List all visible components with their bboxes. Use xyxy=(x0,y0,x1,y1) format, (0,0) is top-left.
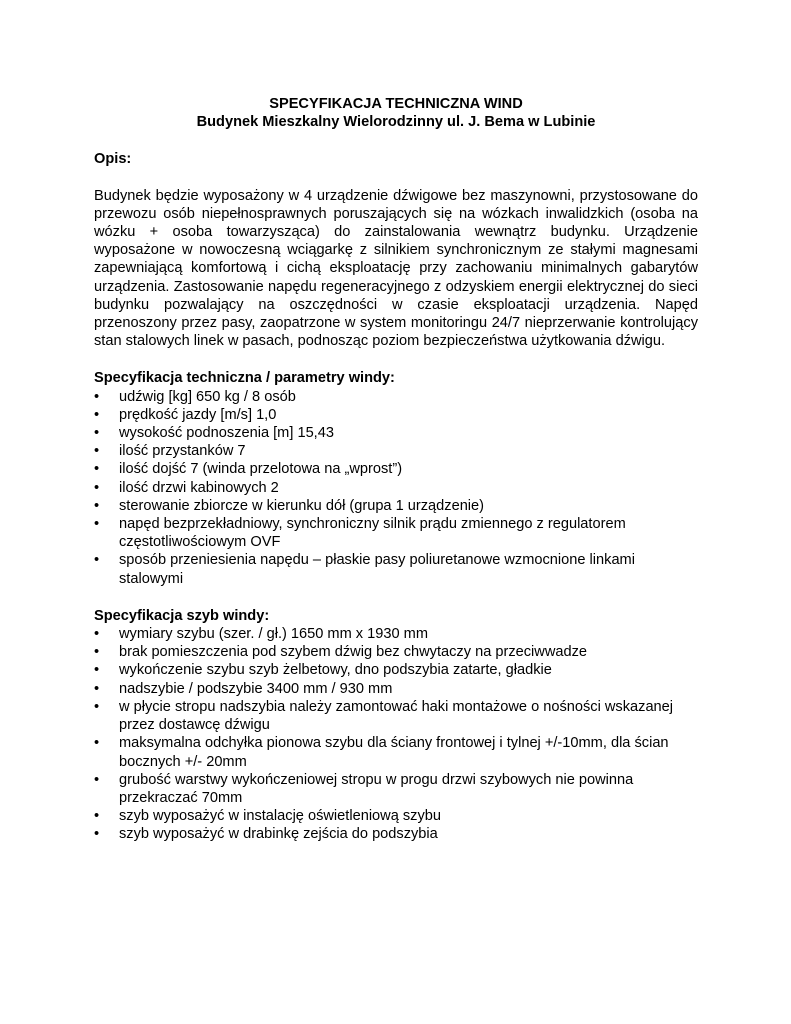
document-title: SPECYFIKACJA TECHNICZNA WIND xyxy=(269,96,523,112)
list-item xyxy=(94,625,698,643)
list-item xyxy=(94,734,698,770)
bullet-icon: • xyxy=(94,406,100,423)
list-item xyxy=(94,424,698,442)
bullet-icon: • xyxy=(94,516,100,533)
list-item xyxy=(94,807,698,825)
bullet-icon: • xyxy=(94,735,100,752)
list-item xyxy=(94,442,698,460)
list-item xyxy=(94,406,698,424)
list-item-text: ilość drzwi kabinowych 2 xyxy=(119,479,279,496)
bullet-icon: • xyxy=(94,443,100,460)
list-item-text: wykończenie szybu szyb żelbetowy, dno podszybia zatarte, gładkie xyxy=(119,662,552,679)
list-item xyxy=(94,460,698,478)
szyb-heading: Specyfikacja szyb windy: xyxy=(94,607,270,624)
bullet-icon: • xyxy=(94,552,100,569)
bullet-icon: • xyxy=(94,497,100,514)
bullet-icon: • xyxy=(94,680,100,697)
bullet-icon: • xyxy=(94,698,100,715)
bullet-icon: • xyxy=(94,644,100,661)
list-item-text: sposób przeniesienia napędu – płaskie pasy poliuretanowe wzmocnione linkami stalowymi xyxy=(119,552,635,587)
list-item xyxy=(94,515,698,551)
list-item-text: napęd bezprzekładniowy, synchroniczny silnik prądu zmiennego z regulatorem częstotliwościowym OVF xyxy=(119,516,626,551)
bullet-icon: • xyxy=(94,479,100,496)
list-item-text: maksymalna odchyłka pionowa szybu dla ściany frontowej i tylnej +/-10mm, dla ścian bocznych +/- 20mm xyxy=(119,735,669,770)
bullet-icon: • xyxy=(94,826,100,843)
szyb-list xyxy=(94,625,698,843)
list-item xyxy=(94,497,698,515)
opis-heading: Opis: xyxy=(94,151,132,168)
list-item-text: szyb wyposażyć w drabinkę zejścia do podszybia xyxy=(119,826,438,843)
list-item xyxy=(94,551,698,587)
bullet-icon: • xyxy=(94,626,100,643)
bullet-icon: • xyxy=(94,662,100,679)
list-item xyxy=(94,661,698,679)
bullet-icon: • xyxy=(94,425,100,442)
list-item-text: udźwig [kg] 650 kg / 8 osób xyxy=(119,388,296,405)
bullet-icon: • xyxy=(94,461,100,478)
opis-paragraph: Budynek będzie wyposażony w 4 urządzenie dźwigowe bez maszynowni, przystosowane do przewozu osób niepełnosprawnych poruszających się na wózkach inwalidzkich (osoba na wózku + osoba towarzysząca) do zainstalowania wewnątrz budynku. Urządzenie wyposażone w nowoczesną wciągarkę z silnikiem synchronicznym ze stałymi magnesami zapewniającą komfortową i cichą eksploatację przy zachowaniu minimalnych gabarytów urządzenia. Zastosowanie napędu regeneracyjnego z odzyskiem energii elektrycznej do sieci budynku pozwalający na oszczędności w czasie eksploatacji urządzenia. Napęd przenoszony przez pasy, zaopatrzone w system monitoringu 24/7 nieprzerwanie kontrolujący stan stalowych linek w pasach, podnosząc poziom bezpieczeństwa użytkowania dźwigu. xyxy=(94,187,698,350)
list-item xyxy=(94,825,698,843)
list-item xyxy=(94,388,698,406)
list-item-text: sterowanie zbiorcze w kierunku dół (grupa 1 urządzenie) xyxy=(119,497,485,514)
list-item-text: wysokość podnoszenia [m] 15,43 xyxy=(119,425,334,442)
bullet-icon: • xyxy=(94,388,100,405)
list-item xyxy=(94,680,698,698)
list-item-text: szyb wyposażyć w instalację oświetleniową szybu xyxy=(119,808,442,825)
document-subtitle: Budynek Mieszkalny Wielorodzinny ul. J. Bema w Lubinie xyxy=(196,114,596,131)
list-item xyxy=(94,698,698,734)
list-item-text: brak pomieszczenia pod szybem dźwig bez chwytaczy na przeciwwadze xyxy=(119,644,588,661)
list-item-text: prędkość jazdy [m/s] 1,0 xyxy=(119,406,277,423)
spec-list xyxy=(94,388,698,588)
bullet-icon: • xyxy=(94,771,100,788)
list-item xyxy=(94,643,698,661)
document-page xyxy=(94,95,698,844)
spec-heading: Specyfikacja techniczna / parametry windy: xyxy=(94,370,395,387)
list-item xyxy=(94,479,698,497)
list-item-text: grubość warstwy wykończeniowej stropu w progu drzwi szybowych nie powinna przekraczać 70mm xyxy=(119,771,634,806)
list-item-text: nadszybie / podszybie 3400 mm / 930 mm xyxy=(119,680,393,697)
list-item-text: wymiary szybu (szer. / gł.) 1650 mm x 1930 mm xyxy=(119,626,428,643)
list-item-text: ilość przystanków 7 xyxy=(119,443,246,460)
list-item xyxy=(94,771,698,807)
bullet-icon: • xyxy=(94,808,100,825)
list-item-text: ilość dojść 7 (winda przelotowa na „wprost”) xyxy=(119,461,403,478)
list-item-text: w płycie stropu nadszybia należy zamontować haki montażowe o nośności wskazanej przez dostawcę dźwigu xyxy=(119,698,674,734)
